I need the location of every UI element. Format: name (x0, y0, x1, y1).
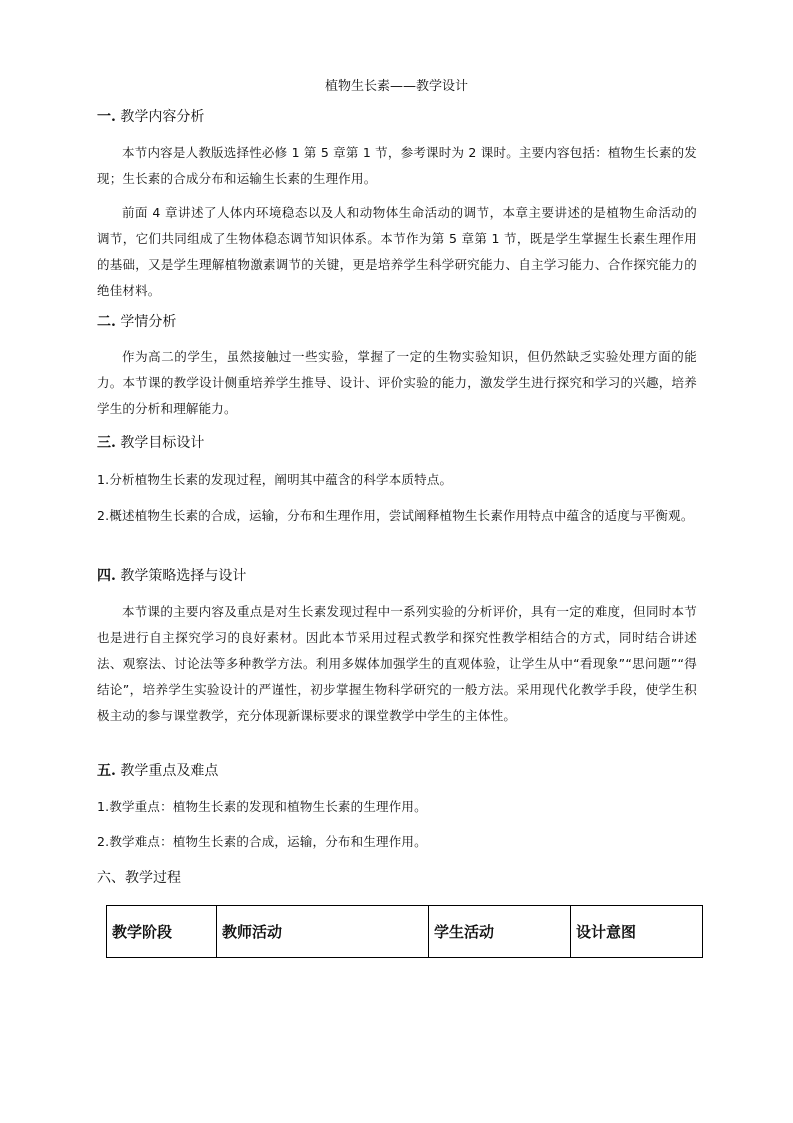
section-2-heading (97, 312, 176, 332)
table-header-row (107, 906, 703, 958)
table-header-teacher-activity: 教师活动 (217, 906, 429, 958)
section-2-title: 学情分析 (120, 314, 177, 330)
section-4-heading (97, 566, 246, 586)
section-4-paragraph-1: 本节课的主要内容及重点是对生长素发现过程中一系列实验的分析评价，具有一定的难度，但同时本节也是进行自主探究学习的良好素材。因此本节采用过程式教学和探究性教学相结合的方式，同时结合讲述法、观察法、讨论法等多种教学方法。利用多媒体加强学生的直观体验，让学生从中“看现象”“思问题”“得结论”，培养学生实验设计的严谨性，初步掌握生物科学研究的一般方法。采用现代化教学手段，使学生积极主动的参与课堂教学，充分体现新课标要求的课堂教学中学生的主体性。 (97, 604, 697, 723)
table-header-student-activity: 学生活动 (429, 906, 571, 958)
section-3-title: 教学目标设计 (120, 435, 205, 451)
section-5-title: 教学重点及难点 (120, 763, 219, 779)
section-1-number: 一. (97, 109, 116, 125)
document-title: 植物生长素——教学设计 (324, 79, 468, 94)
section-1-paragraph-1: 本节内容是人教版选择性必修 1 第 5 章第 1 节，参考课时为 2 课时。主要内容包括：植物生长素的发现；生长素的合成分布和运输生长素的生理作用。 (97, 145, 697, 186)
section-3-item-2: 2.概述植物生长素的合成，运输，分布和生理作用，尝试阐释植物生长素作用特点中蕴含的适度与平衡观。 (97, 508, 694, 523)
section-3-heading (97, 433, 204, 453)
section-6-number: 六、 (97, 870, 125, 886)
section-5-item-2: 2.教学难点：植物生长素的合成，运输，分布和生理作用。 (97, 834, 427, 849)
section-2-paragraph-1: 作为高二的学生，虽然接触过一些实验，掌握了一定的生物实验知识，但仍然缺乏实验处理方面的能力。本节课的教学设计侧重培养学生推导、设计、评价实验的能力，激发学生进行探究和学习的兴趣，培养学生的分析和理解能力。 (97, 349, 697, 416)
section-4-title: 教学策略选择与设计 (120, 568, 247, 584)
table-header-design-intent: 设计意图 (571, 906, 703, 958)
section-6-heading (97, 868, 181, 888)
section-3-item-1: 1.分析植物生长素的发现过程，阐明其中蕴含的科学本质特点。 (97, 472, 453, 487)
table-header-stage: 教学阶段 (107, 906, 217, 958)
teaching-process-table (106, 905, 703, 958)
section-1-heading (97, 107, 204, 127)
section-5-item-1: 1.教学重点：植物生长素的发现和植物生长素的生理作用。 (97, 799, 427, 814)
section-3-number: 三. (97, 435, 116, 451)
section-4-number: 四. (97, 568, 116, 584)
section-5-heading (97, 761, 218, 781)
section-6-title: 教学过程 (125, 870, 181, 886)
section-1-paragraph-2: 前面 4 章讲述了人体内环境稳态以及人和动物体生命活动的调节，本章主要讲述的是植物生命活动的调节，它们共同组成了生物体稳态调节知识体系。本节作为第 5 章第 1 节，既是学生掌握生长素生理作用的基础，又是学生理解植物激素调节的关键，更是培养学生科学研究能力、自主学习能力、合作探究能力的绝佳材料。 (97, 205, 697, 298)
section-5-number: 五. (97, 763, 116, 779)
section-2-number: 二. (97, 314, 116, 330)
section-1-title: 教学内容分析 (120, 109, 205, 125)
